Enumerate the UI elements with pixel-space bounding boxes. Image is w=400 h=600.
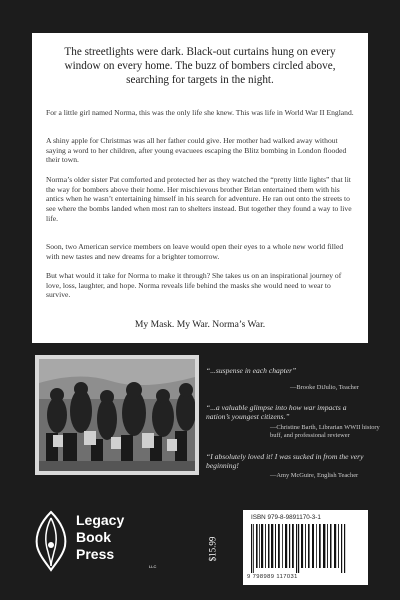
barcode-icon — [251, 524, 347, 573]
paragraph-5: But what would it take for Norma to make it through? She takes us on an inspirational journey of love, loss, laughter, and hope. Norma reveals life behind the masks she would need to wear to survive. — [46, 271, 342, 300]
quote-1-attribution: —Brooke DiJulio, Teacher — [290, 384, 359, 391]
paragraph-1: For a little girl named Norma, this was the only life she knew. This was life in World War II England. — [46, 108, 354, 117]
publisher-line-2: Book — [76, 529, 111, 545]
historical-photo — [35, 355, 199, 475]
paragraph-3: Norma’s older sister Pat comforted and protected her as they watched the “pretty little lights” that lit the way for bombers above their home. Her mischievous brother Brian entertained them with his antics when he wasn’t entertaining himself in his search for adventure. He ran out onto the streets to see where the bombs landed when most ran to shelters instead. But together they found a way to live life. — [46, 175, 352, 223]
tagline: My Mask. My War. Norma’s War. — [134, 319, 266, 330]
quote-3: “I absolutely loved it! I was sucked in from the very beginning! — [206, 452, 364, 471]
pen-nib-icon — [32, 510, 70, 572]
publisher-logo — [32, 510, 172, 580]
barcode-addon-space — [351, 524, 363, 573]
quote-2-attribution: —Christine Barth, Librarian WWII history buff, and professional reviewer — [270, 424, 380, 439]
children-evacuees-photo — [39, 359, 195, 471]
publisher-line-1: Legacy — [76, 512, 125, 528]
quote-3-attribution: —Amy McGuire, English Teacher — [270, 472, 359, 479]
publisher-line-3: Press — [76, 546, 115, 562]
barcode-digits: 9 798989 117031 — [247, 574, 298, 580]
isbn-text: ISBN 979-8-9891170-3-1 — [251, 514, 321, 521]
quote-1: “...suspense in each chapter” — [206, 366, 297, 375]
barcode-area — [243, 510, 368, 585]
back-cover-description-panel — [32, 33, 368, 343]
price-text: $15.99 — [207, 536, 218, 562]
paragraph-2: A shiny apple for Christmas was all her father could give. Her mother had walked away without saying a word to her children, after young evacuees escaping the Blitz bombing in London flooded their town. — [46, 136, 347, 165]
lead-text: The streetlights were dark. Black-out curtains hung on every window on every home. The buzz of bombers circled above, searching for targets in the night. — [64, 46, 336, 86]
publisher-llc: LLC — [149, 564, 157, 569]
price-label — [207, 510, 234, 590]
publisher-name — [76, 512, 124, 563]
quote-2: “...a valuable glimpse into how war impacts a nation’s youngest citizens.” — [206, 403, 347, 422]
paragraph-4: Soon, two American service members on leave would open their eyes to a whole new world filled with new tastes and new dreams for a brighter tomorrow. — [46, 242, 344, 261]
